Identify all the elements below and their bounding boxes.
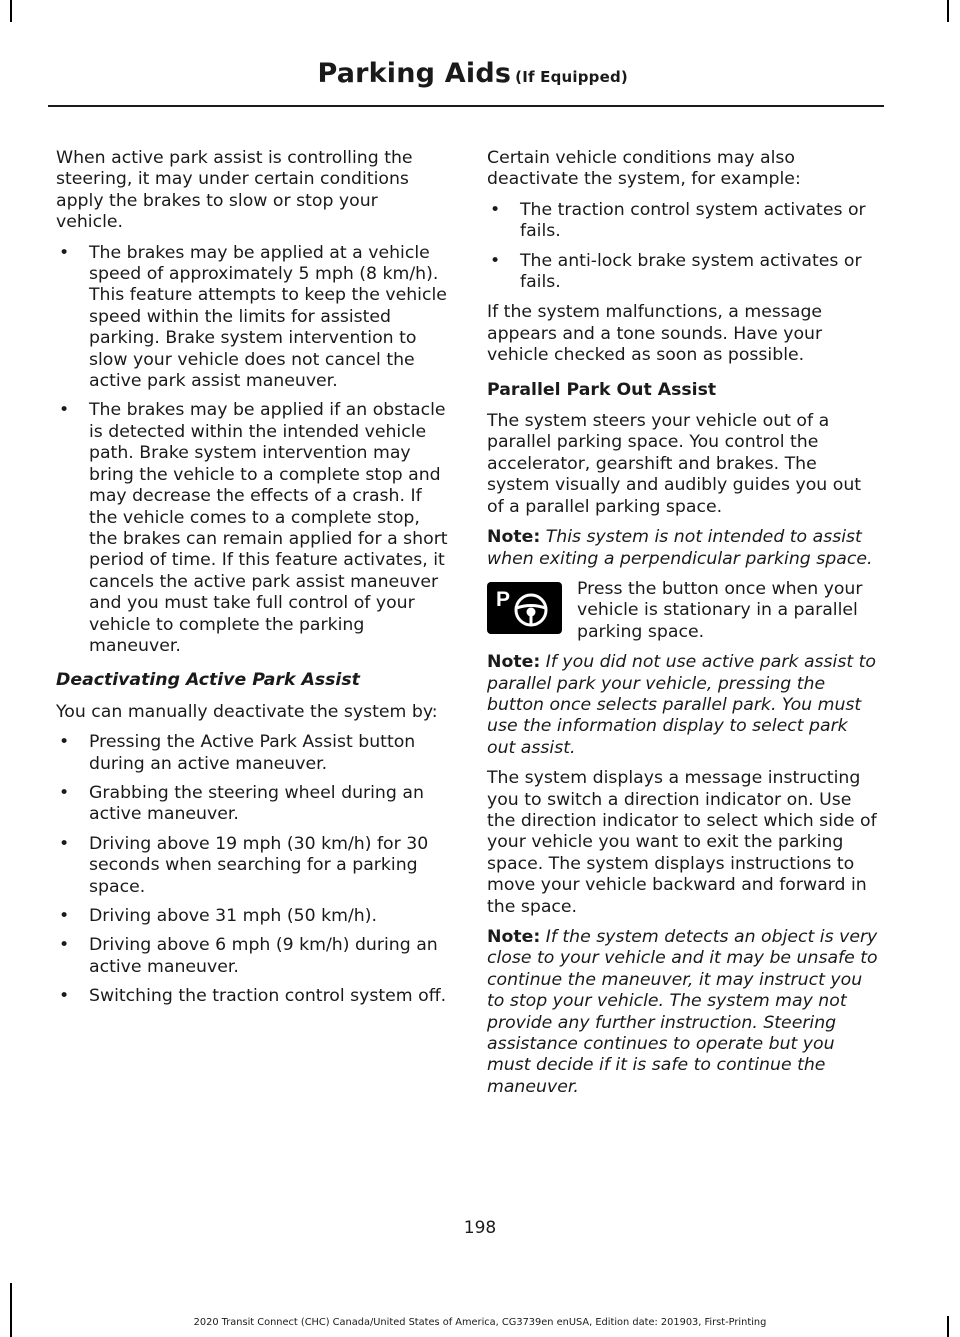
svg-text:P: P [496, 587, 511, 611]
list-item: • The brakes may be applied if an obstacle is detected within the intended vehicle path. Brake system intervention may bring the vehicle to a complete stop and may decrease the effects of a crash. If the vehicle comes to a complete stop, the brakes can remain applied for a short period of time. If this feature activates, it cancels the active park assist maneuver and you must take full control of your vehicle to complete the parking maneuver. [56, 400, 448, 657]
page-title-text: Parking Aids [317, 58, 512, 89]
deactivating-heading: Deactivating Active Park Assist [56, 670, 360, 691]
note-label: Note: [487, 927, 541, 947]
park-assist-steering-wheel-icon [487, 582, 562, 634]
list-item: • The brakes may be applied at a vehicle speed of approximately 5 mph (8 km/h). This feature attempts to keep the vehicle speed within the limits for assisted parking. Brake system intervention to slow your vehicle does not cancel the active park assist maneuver. [56, 243, 448, 393]
right-column [487, 148, 880, 1107]
list-item: • Grabbing the steering wheel during an active maneuver. [56, 783, 448, 826]
instructions-paragraph: The system displays a message instructing you to switch a direction indicator on. Use the direction indicator to select which side of your vehicle you want to exit the parking space. The system displays instructions to move your vehicle backward and forward in the space. [487, 768, 877, 917]
button-instruction-text: Press the button once when your vehicle is stationary in a parallel parking space. [577, 578, 863, 642]
note-3 [487, 927, 880, 1098]
page-title [317, 58, 628, 89]
list-item: • Switching the traction control system off. [56, 986, 448, 1007]
list-item: • Driving above 6 mph (9 km/h) during an active maneuver. [56, 935, 448, 978]
brake-bullet-list [56, 243, 448, 658]
note-1 [487, 527, 880, 570]
page-title-suffix: (If Equipped) [515, 68, 628, 86]
crop-mark-top-left [10, 0, 12, 22]
malfunction-paragraph: If the system malfunctions, a message appears and a tone sounds. Have your vehicle checked as soon as possible. [487, 302, 823, 366]
intro-paragraph: When active park assist is controlling the steering, it may under certain conditions apply the brakes to slow or stop your vehicle. [56, 148, 413, 233]
list-item: • The anti-lock brake system activates or fails. [487, 251, 880, 294]
note-2-text: If you did not use active park assist to parallel park your vehicle, pressing the button once selects parallel park. You must use the information display to select park out assist. [487, 652, 876, 758]
button-instruction [487, 579, 880, 643]
list-item: • Driving above 31 mph (50 km/h). [56, 906, 448, 927]
header-rule [48, 105, 884, 107]
crop-mark-bottom-left [10, 1283, 12, 1337]
deactivating-intro: You can manually deactivate the system by: [56, 701, 438, 722]
deactivating-bullet-list [56, 732, 448, 1007]
ppoa-heading: Parallel Park Out Assist [487, 379, 717, 400]
crop-mark-top-right [947, 0, 949, 22]
footer-text: 2020 Transit Connect (CHC) Canada/United States of America, CG3739en enUSA, Edition date: 201903, First-Printing [193, 1317, 767, 1328]
conditions-bullet-list [487, 200, 880, 294]
note-2 [487, 652, 880, 759]
left-column [56, 148, 448, 1017]
note-label: Note: [487, 527, 541, 548]
conditions-intro: Certain vehicle conditions may also deactivate the system, for example: [487, 148, 801, 190]
list-item: • The traction control system activates or fails. [487, 200, 880, 243]
list-item: • Driving above 19 mph (30 km/h) for 30 seconds when searching for a parking space. [56, 834, 448, 898]
list-item: • Pressing the Active Park Assist button during an active maneuver. [56, 732, 448, 775]
note-1-text: This system is not intended to assist when exiting a perpendicular parking space. [487, 527, 873, 569]
note-label: Note: [487, 652, 541, 673]
note-3-text: If the system detects an object is very close to your vehicle and it may be unsafe to continue the maneuver, it may instruct you to stop your vehicle. The system may not provide any further instruction. Steering assistance continues to operate but you must decide if it is safe to continue the maneuver. [487, 927, 878, 1097]
ppoa-intro: The system steers your vehicle out of a parallel parking space. You control the accelerator, gearshift and brakes. The system visually and audibly guides you out of a parallel parking space. [487, 411, 862, 517]
page-number: 198 [463, 1218, 497, 1238]
